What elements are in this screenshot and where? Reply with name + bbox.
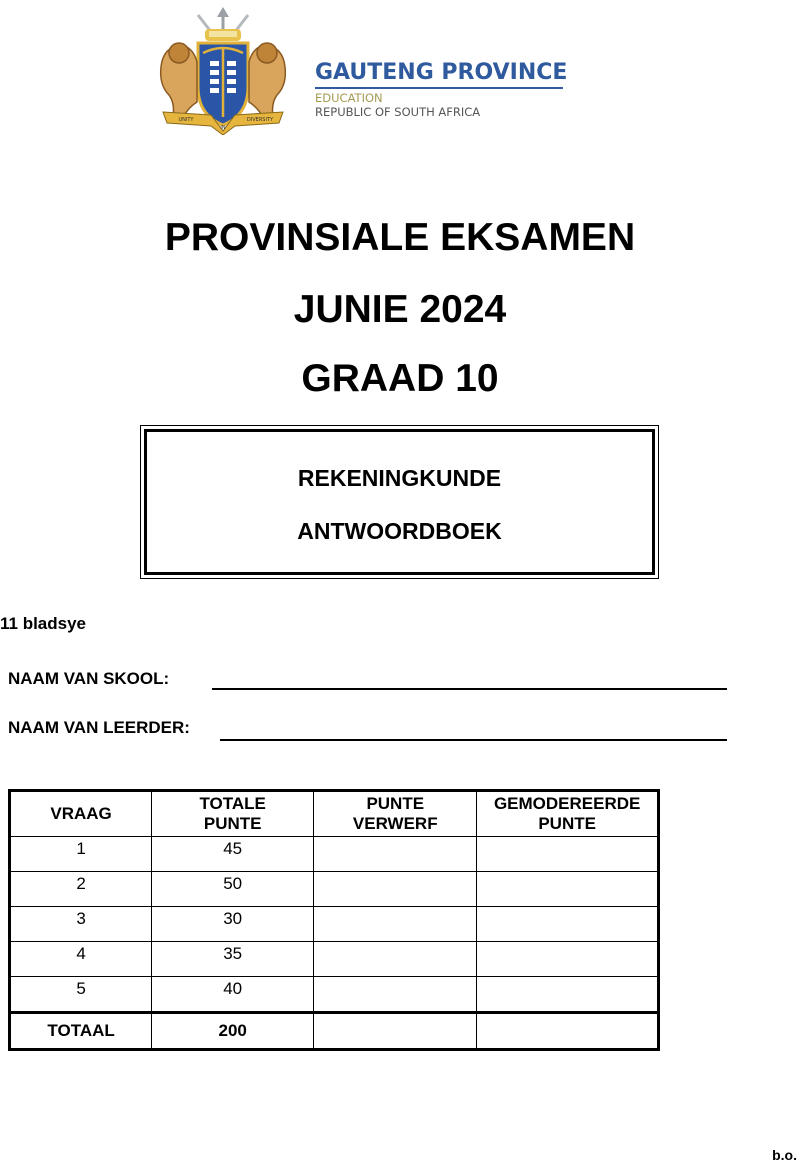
school-name-label: NAAM VAN SKOOL:: [8, 669, 170, 688]
subject-name: REKENINGKUNDE: [297, 465, 502, 491]
please-turn-over: b.o.: [772, 1147, 797, 1163]
logo-department: EDUCATION: [315, 91, 383, 105]
header-question: VRAAG: [10, 791, 152, 837]
total-marks: 45: [152, 837, 314, 872]
table-row: [10, 977, 659, 1013]
learner-name-label: NAAM VAN LEERDER:: [8, 718, 190, 737]
marks-table: [8, 789, 660, 1051]
question-number: 5: [10, 977, 152, 1013]
table-row: [10, 837, 659, 872]
moderated-marks-cell[interactable]: [477, 837, 659, 872]
exam-session: JUNIE 2024: [293, 288, 507, 331]
moderated-marks-cell[interactable]: [477, 907, 659, 942]
table-row: [10, 942, 659, 977]
school-name-field[interactable]: [212, 688, 727, 690]
marks-table-header-row: [10, 791, 659, 837]
logo-country: REPUBLIC OF SOUTH AFRICA: [315, 105, 481, 119]
page-count: 11 bladsye: [0, 614, 87, 633]
header-marks-obtained: PUNTE VERWERF: [314, 791, 477, 837]
header-total-marks: TOTALE PUNTE: [152, 791, 314, 837]
exam-title: PROVINSIALE EKSAMEN: [164, 216, 636, 259]
logo-province-name: GAUTENG PROVINCE: [315, 60, 568, 85]
gauteng-education-logo: [133, 5, 598, 137]
total-label: TOTAAL: [10, 1013, 152, 1050]
coat-of-arms-icon: [153, 7, 293, 135]
table-row: [10, 872, 659, 907]
marks-obtained-cell[interactable]: [314, 942, 477, 977]
total-moderated-cell[interactable]: [477, 1013, 659, 1050]
question-number: 2: [10, 872, 152, 907]
subject-box: [140, 425, 659, 579]
total-obtained-cell[interactable]: [314, 1013, 477, 1050]
marks-obtained-cell[interactable]: [314, 977, 477, 1013]
total-marks: 30: [152, 907, 314, 942]
marks-obtained-cell[interactable]: [314, 837, 477, 872]
table-row: [10, 907, 659, 942]
total-marks: 40: [152, 977, 314, 1013]
header-moderated-marks: GEMODEREERDE PUNTE: [477, 791, 659, 837]
grand-total-marks: 200: [152, 1013, 314, 1050]
total-row: [10, 1013, 659, 1050]
svg-text:DIVERSITY: DIVERSITY: [246, 117, 274, 123]
logo-text-block: [315, 60, 567, 119]
subject-box-inner: [144, 429, 655, 575]
moderated-marks-cell[interactable]: [477, 977, 659, 1013]
logo-underline: [315, 87, 563, 89]
learner-name-field[interactable]: [220, 739, 727, 741]
booklet-type: ANTWOORDBOEK: [297, 518, 502, 544]
marks-obtained-cell[interactable]: [314, 872, 477, 907]
total-marks: 35: [152, 942, 314, 977]
exam-grade: GRAAD 10: [301, 357, 499, 400]
question-number: 4: [10, 942, 152, 977]
total-marks: 50: [152, 872, 314, 907]
svg-text:UNITY: UNITY: [178, 117, 194, 123]
svg-text:IN: IN: [220, 125, 226, 131]
moderated-marks-cell[interactable]: [477, 872, 659, 907]
marks-obtained-cell[interactable]: [314, 907, 477, 942]
moderated-marks-cell[interactable]: [477, 942, 659, 977]
question-number: 1: [10, 837, 152, 872]
question-number: 3: [10, 907, 152, 942]
